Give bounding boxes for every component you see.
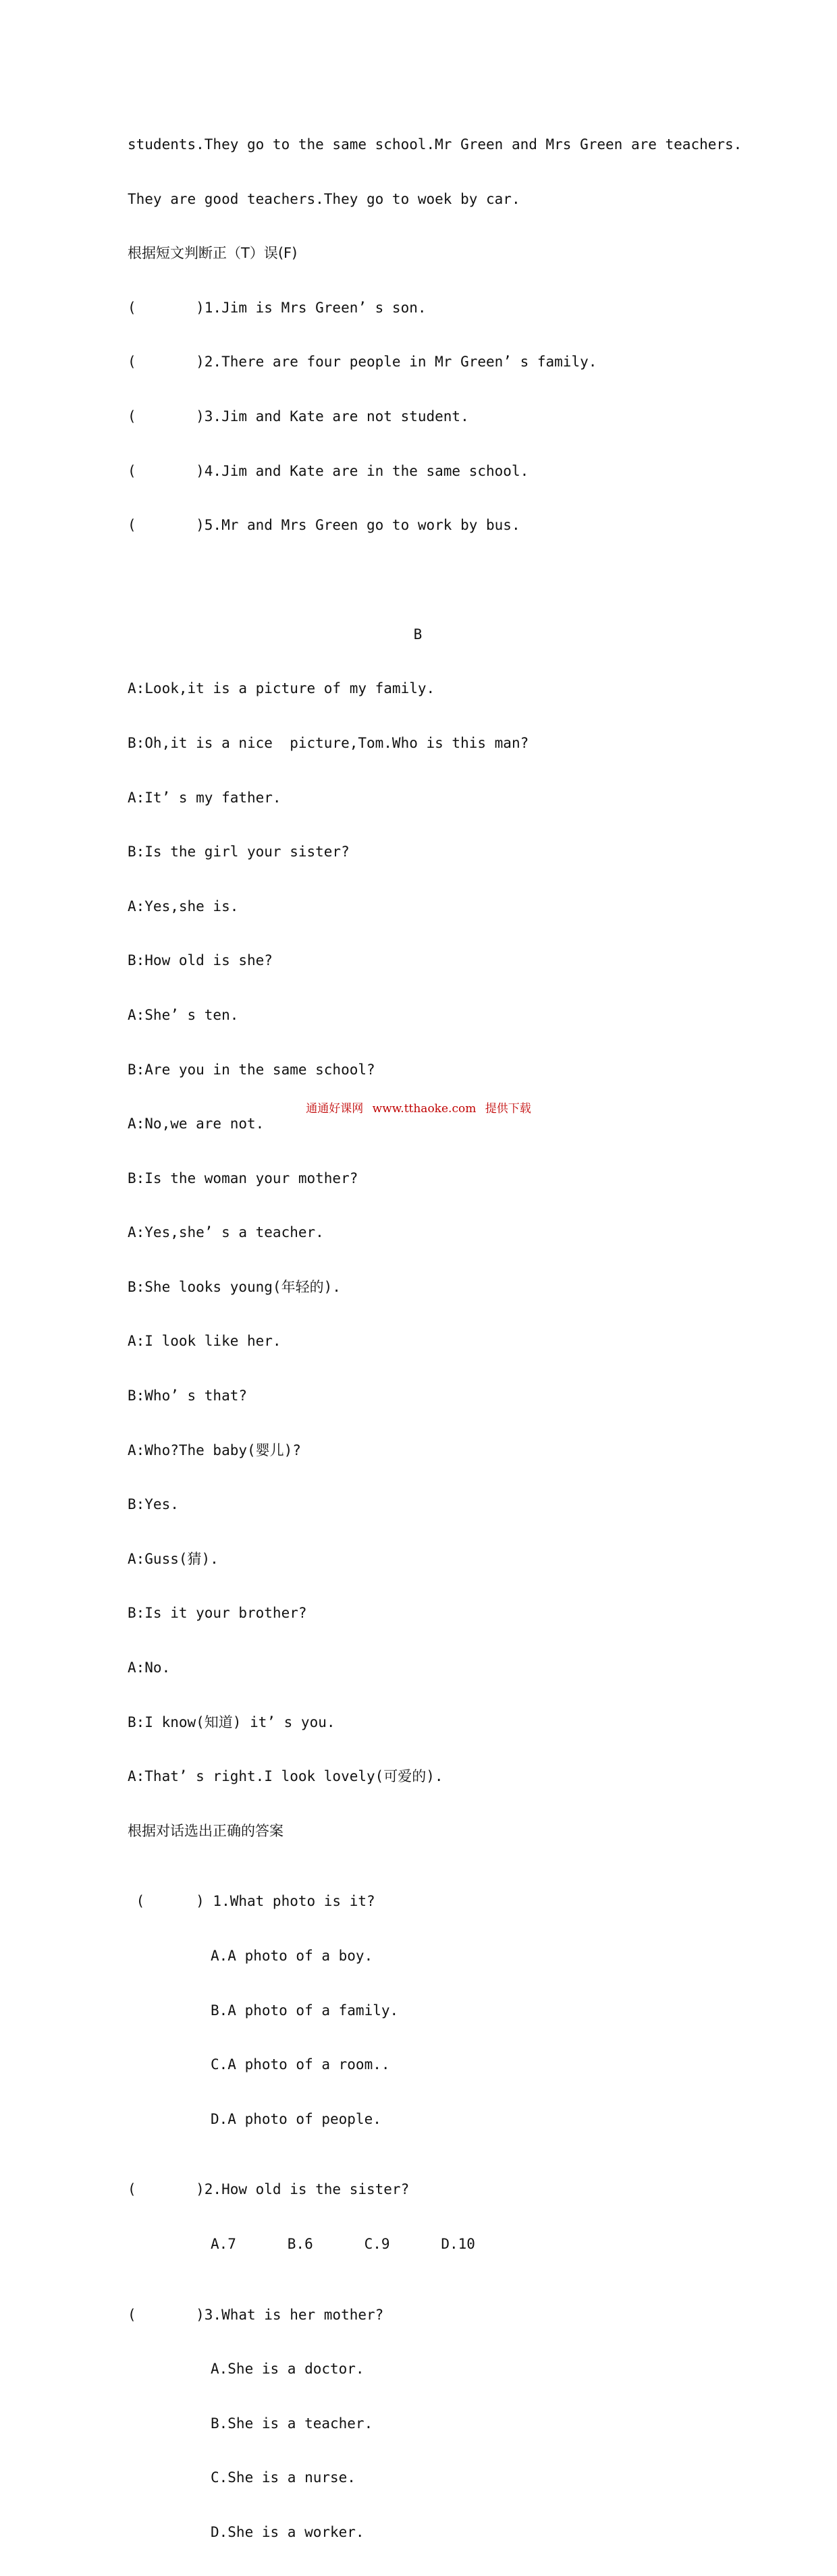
dialogue-line: B:Yes. xyxy=(128,1496,179,1513)
section-heading: B xyxy=(413,626,423,642)
answer-option: A.She is a doctor. xyxy=(211,2361,364,2378)
dialogue-line: B:Is it your brother? xyxy=(128,1605,307,1622)
dialogue-line: A:I look like her. xyxy=(128,1333,281,1350)
instruction-choose-answer: 根据对话选出正确的答案 xyxy=(128,1822,284,1839)
passage-line: students.They go to the same school.Mr Green and Mrs Green are teachers. xyxy=(128,136,742,153)
answer-options-row: A.7 B.6 C.9 D.10 xyxy=(211,2235,475,2252)
tf-question: ( )4.Jim and Kate are in the same school. xyxy=(128,462,529,479)
dialogue-line: B:Oh,it is a nice picture,Tom.Who is this man? xyxy=(128,734,529,751)
footer-suffix: 提供下载 xyxy=(485,1102,531,1116)
dialogue-line: B:Who’ s that? xyxy=(128,1388,248,1404)
answer-option: B.A photo of a family. xyxy=(211,2002,399,2019)
dialogue-line: A:Yes,she’ s a teacher. xyxy=(128,1224,324,1241)
dialogue-line: A:That’ s right.I look lovely(可爱的). xyxy=(128,1768,443,1785)
dialogue-line: A:Look,it is a picture of my family. xyxy=(128,680,435,697)
tf-question: ( )2.There are four people in Mr Green’ s family. xyxy=(128,354,597,371)
footer-site-name: 通通好课网 xyxy=(306,1102,364,1116)
mc-question-1: ( ) 1.What photo is it? xyxy=(128,1893,375,1910)
footer-url-link[interactable]: www.tthaoke.com xyxy=(372,1102,477,1116)
answer-option: C.A photo of a room.. xyxy=(211,2056,390,2073)
tf-question: ( )1.Jim is Mrs Green’ s son. xyxy=(128,299,427,316)
dialogue-line: A:She’ s ten. xyxy=(128,1006,239,1023)
dialogue-line: A:Yes,she is. xyxy=(128,898,239,914)
dialogue-line: B:Is the woman your mother? xyxy=(128,1170,358,1186)
tf-question: ( )5.Mr and Mrs Green go to work by bus. xyxy=(128,517,520,534)
answer-option: C.She is a nurse. xyxy=(211,2469,356,2486)
dialogue-line: A:It’ s my father. xyxy=(128,789,281,806)
dialogue-line: B:Are you in the same school? xyxy=(128,1061,375,1078)
dialogue-line: A:No. xyxy=(128,1660,171,1676)
mc-question-2: ( )2.How old is the sister? xyxy=(128,2181,410,2198)
spacer xyxy=(128,569,735,591)
dialogue-line: A:Who?The baby(婴儿)? xyxy=(128,1442,301,1458)
instruction-true-false: 根据短文判断正（T）误(F) xyxy=(128,245,298,262)
page-footer xyxy=(0,1099,837,1116)
dialogue-line: A:Guss(猜). xyxy=(128,1550,219,1567)
dialogue-line: A:No,we are not. xyxy=(128,1116,265,1132)
document-body xyxy=(128,101,742,2576)
answer-option: B.She is a teacher. xyxy=(211,2415,373,2432)
answer-option: D.A photo of people. xyxy=(211,2110,381,2127)
mc-question-3: ( )3.What is her mother? xyxy=(128,2306,384,2323)
dialogue-line: B:How old is she? xyxy=(128,952,273,969)
tf-question: ( )3.Jim and Kate are not student. xyxy=(128,408,469,424)
dialogue-line: B:Is the girl your sister? xyxy=(128,844,350,860)
answer-option: A.A photo of a boy. xyxy=(211,1948,373,1964)
answer-option: D.She is a worker. xyxy=(211,2523,364,2540)
dialogue-line: B:I know(知道) it’ s you. xyxy=(128,1714,335,1730)
passage-line: They are good teachers.They go to woek by car. xyxy=(128,190,520,207)
dialogue-line: B:She looks young(年轻的). xyxy=(128,1278,341,1295)
